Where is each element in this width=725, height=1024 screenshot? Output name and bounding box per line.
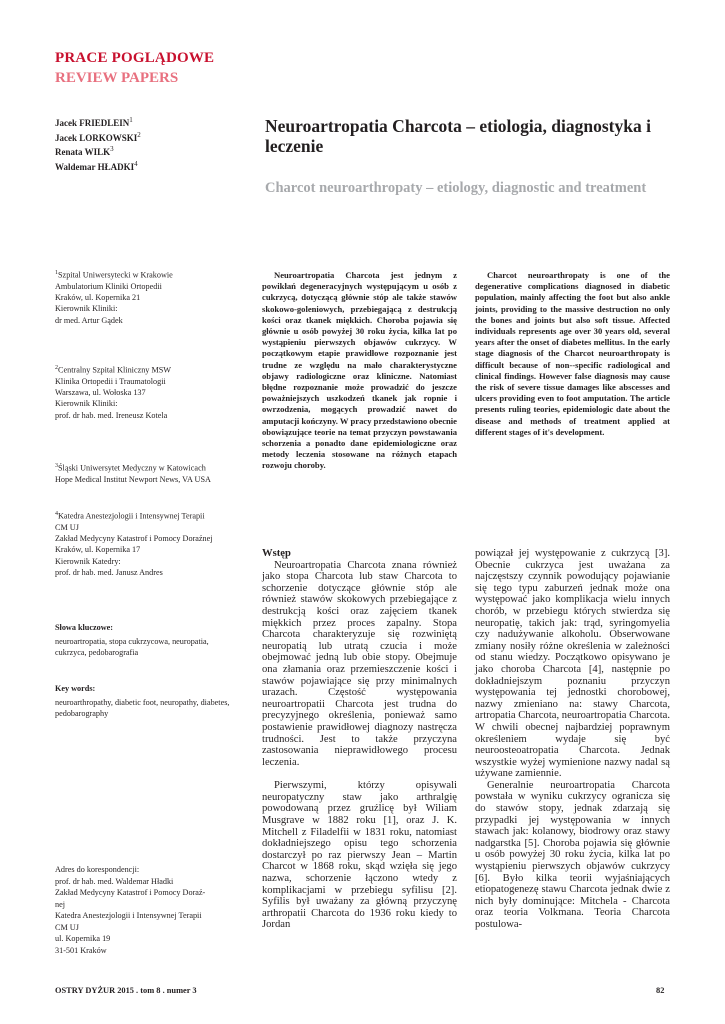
section-title-polish: PRACE POGLĄDOWE xyxy=(55,50,215,66)
keywords-polish-heading: Słowa kluczowe: xyxy=(55,623,113,632)
author-list xyxy=(55,115,225,173)
section-title-english: REVIEW PAPERS xyxy=(55,70,179,86)
page-number: 82 xyxy=(656,986,665,995)
affiliation-4: $^4$Katedra Anestezjologii i Intensywnej Terapii CM UJ Zakład Medycyny Katastrof i Pomocy Doraźnej Kraków, ul. Kopernika 17 Kierownik Katedry: prof. dr hab. med. Janusz Andres xyxy=(55,511,213,577)
body-paragraph: Generalnie neuroartropatia Charcota powstała w wyniku cukrzycy ogranicza się do stawów stopy, jednak zdarzają się przypadki jej występowania w innych stawach jak: kolanowy, biodrowy oraz stawy nadgarstka [5]. Choroba pojawia się głównie u osób powyżej 30 roku życia, kilka lat po wystąpieniu pierwszych objawów cukrzycy [6]. Było kilka teorii wyjaśniających etiopatogenezę stawu Charcota jednak dwie z nich były dominujące: Mitchela - Charcota oraz teoria Volkmana. Teoria Charcota postulowa- xyxy=(475,779,670,930)
abstract-polish: Neuroartropatia Charcota jest jednym z powikłań degeneracyjnych występującym u osób z cukrzycą, dotyczącą głównie stóp ale także stawów skokowo-goleniowych, przebiegającą z destrukcją kości oraz tkanek miękkich. Choroba pojawia się głównie u osób powyżej 30 roku życia, kilka lat po wystąpieniu pierwszych objawów cukrzycy. W początkowym etapie prawidłowe rozpoznanie jest trudne ze względu na mało charakterystyczne objawy radiologiczne oraz kliniczne. Natomiast błędne rozpoznanie może prowadzić do jeszcze poważniejszych uszkodzeń tkanek jak ropnie i owrzodzenia, mogących prowadzić nawet do amputacji kończyny. W pracy przedstawiono obecnie obowiązujące teorie na temat przyczyn powstawania schorzenia a ponadto dane epidemiologiczne oraz metody leczenia stosowane na różnych etapach rozwoju choroby. xyxy=(262,270,457,471)
affiliation-3: $^3$Śląski Uniwersytet Medyczny w Katowicach Hope Medical Institut Newport News, VA USA xyxy=(55,463,211,484)
author: Jacek LORKOWSKI$^2$ xyxy=(55,130,141,143)
keywords-english-heading: Key words: xyxy=(55,684,96,693)
body-paragraph: Pierwszymi, którzy opisywali neuropatyczny staw jako arthralgię powodowaną przez gruźlicę był Wiliam Musgrave w 1882 roku [1], oraz J. K. Mitchell z Filadelfii w 1831 roku, natomiast dokładniejszego opisu tego schorzenia dostarczył po raz pierwszy Jean – Martin Charcot w 1868 roku, skąd wzięła się jego nazwa, schorzenie łączono wtedy z komplikacjami w przebiegu syfilisu [2]. Syfilis był uważany za główną przyczynę arthropatii Charcota do 1936 roku kiedy to Jordan xyxy=(262,780,457,931)
body-column-left xyxy=(262,548,457,931)
article-title-polish: Neuroartropatia Charcota – etiologia, diagnostyka i leczenie xyxy=(265,116,651,156)
correspondence-address: Adres do korespondencji: prof. dr hab. med. Waldemar Hładki Zakład Medycyny Katastrof i Pomocy Doraź- nej Katedra Anestezjologii i Intensywnej Terapii CM UJ ul. Kopernika 19 31-501 Kraków xyxy=(55,865,206,955)
article-title-english: Charcot neuroarthropaty – etiology, diagnostic and treatment xyxy=(265,180,647,196)
affiliation-1: $^1$Szpital Uniwersytecki w Krakowie Ambulatorium Kliniki Ortopedii Kraków, ul. Kopernika 21 Kierownik Kliniki: dr med. Artur Gądek xyxy=(55,270,173,325)
author: Waldemar HŁADKI$^4$ xyxy=(55,159,138,172)
affiliation-2: $^2$Centralny Szpital Kliniczny MSW Klinika Ortopedii i Traumatologii Warszawa, ul. Wołoska 137 Kierownik Kliniki: prof. dr hab. med. Ireneusz Kotela xyxy=(55,365,172,420)
body-paragraph: powiązał jej występowanie z cukrzycą [3]. Obecnie cukrzyca jest uważana za najczęstszy czynnik powodujący pojawianie się tego typu zaburzeń jednak może ona występować jako komplikacja wielu innych chorób, w przebiegu których stwierdza się neuropatię, takich jak: trąd, syringomyelia czy nadużywanie alkoholu. Obserwowane zmiany nosiły różne określenia w zależności od stanu wiedzy. Początkowo opisywano je jako choroba Charcota [4], następnie po dokładniejszym poznaniu przyczyn występowania tej jednostki chorobowej, nazwy zmieniano na: stawy Charcota, artropatia Charcota, neuroartropatia Charcota. W chwili obecnej najbardziej poprawnym określeniem wydaje się być neuroosteoatropatia Charcota. Jednak wszystkie wyżej wymienione nazwy nadal są używane zamiennie. xyxy=(475,548,671,780)
section-heading-intro: Wstęp xyxy=(262,548,291,559)
author: Renata WILK$^3$ xyxy=(55,145,114,157)
body-paragraph: Neuroartropatia Charcota znana również jako stopa Charcota lub staw Charcota to schorzenie dotyczące głównie stóp ale również stawów skokowych przebiegające z destrukcją kości oraz zajęciem tkanek miękkich przez proces zapalny. Stopa Charcota charakteryzuje się rozwiniętą neuropatią lub utratą czucia i może obejmować jedną lub obie stopy. Obejmuje ona złamania oraz przemieszczenie kości i stawów pojawiające się przy minimalnych urazach. Częstość występowania neuroartropatii Charcota jest trudna do precyzyjnego określenia, ponieważ samo postawienie prawidłowej diagnozy nastręcza trudności. Jest to także przyczyna zastosowania nieprawidłowego procesu leczenia. xyxy=(262,559,457,768)
journal-footer: OSTRY DYŻUR 2015 . tom 8 . numer 3 xyxy=(55,986,197,995)
keywords-polish: neuroartropatia, stopa cukrzycowa, neuropatia, cukrzyca, pedobarografia xyxy=(55,637,209,658)
keywords-english: neuroarthropathy, diabetic foot, neuropathy, diabetes, pedobarography xyxy=(55,698,230,719)
abstract-english: Charcot neuroarthropaty is one of the degenerative complications diagnosed in diabetic population, mainly affecting the foot but also ankle joints, providing to the massive destruction no only the bones and joints but also soft tissue. Affected individuals represents age over 30 years old, several years after the onset of diabetes mellitus. In the early stage diagnosis of the Charcot neuroarthropaty is difficult because of non--specific radiological and clinical findings. However false diagnosis may cause the risk of severe tissue damages like abscesses and ulcers providing even to foot amputation. The article presents ruling teories, epidemiologic date about the disease and methods of treatment applied at different stages of it's development. xyxy=(475,270,670,437)
body-column-right xyxy=(475,548,670,931)
author: Jacek FRIEDLEIN$^1$ xyxy=(55,116,133,128)
